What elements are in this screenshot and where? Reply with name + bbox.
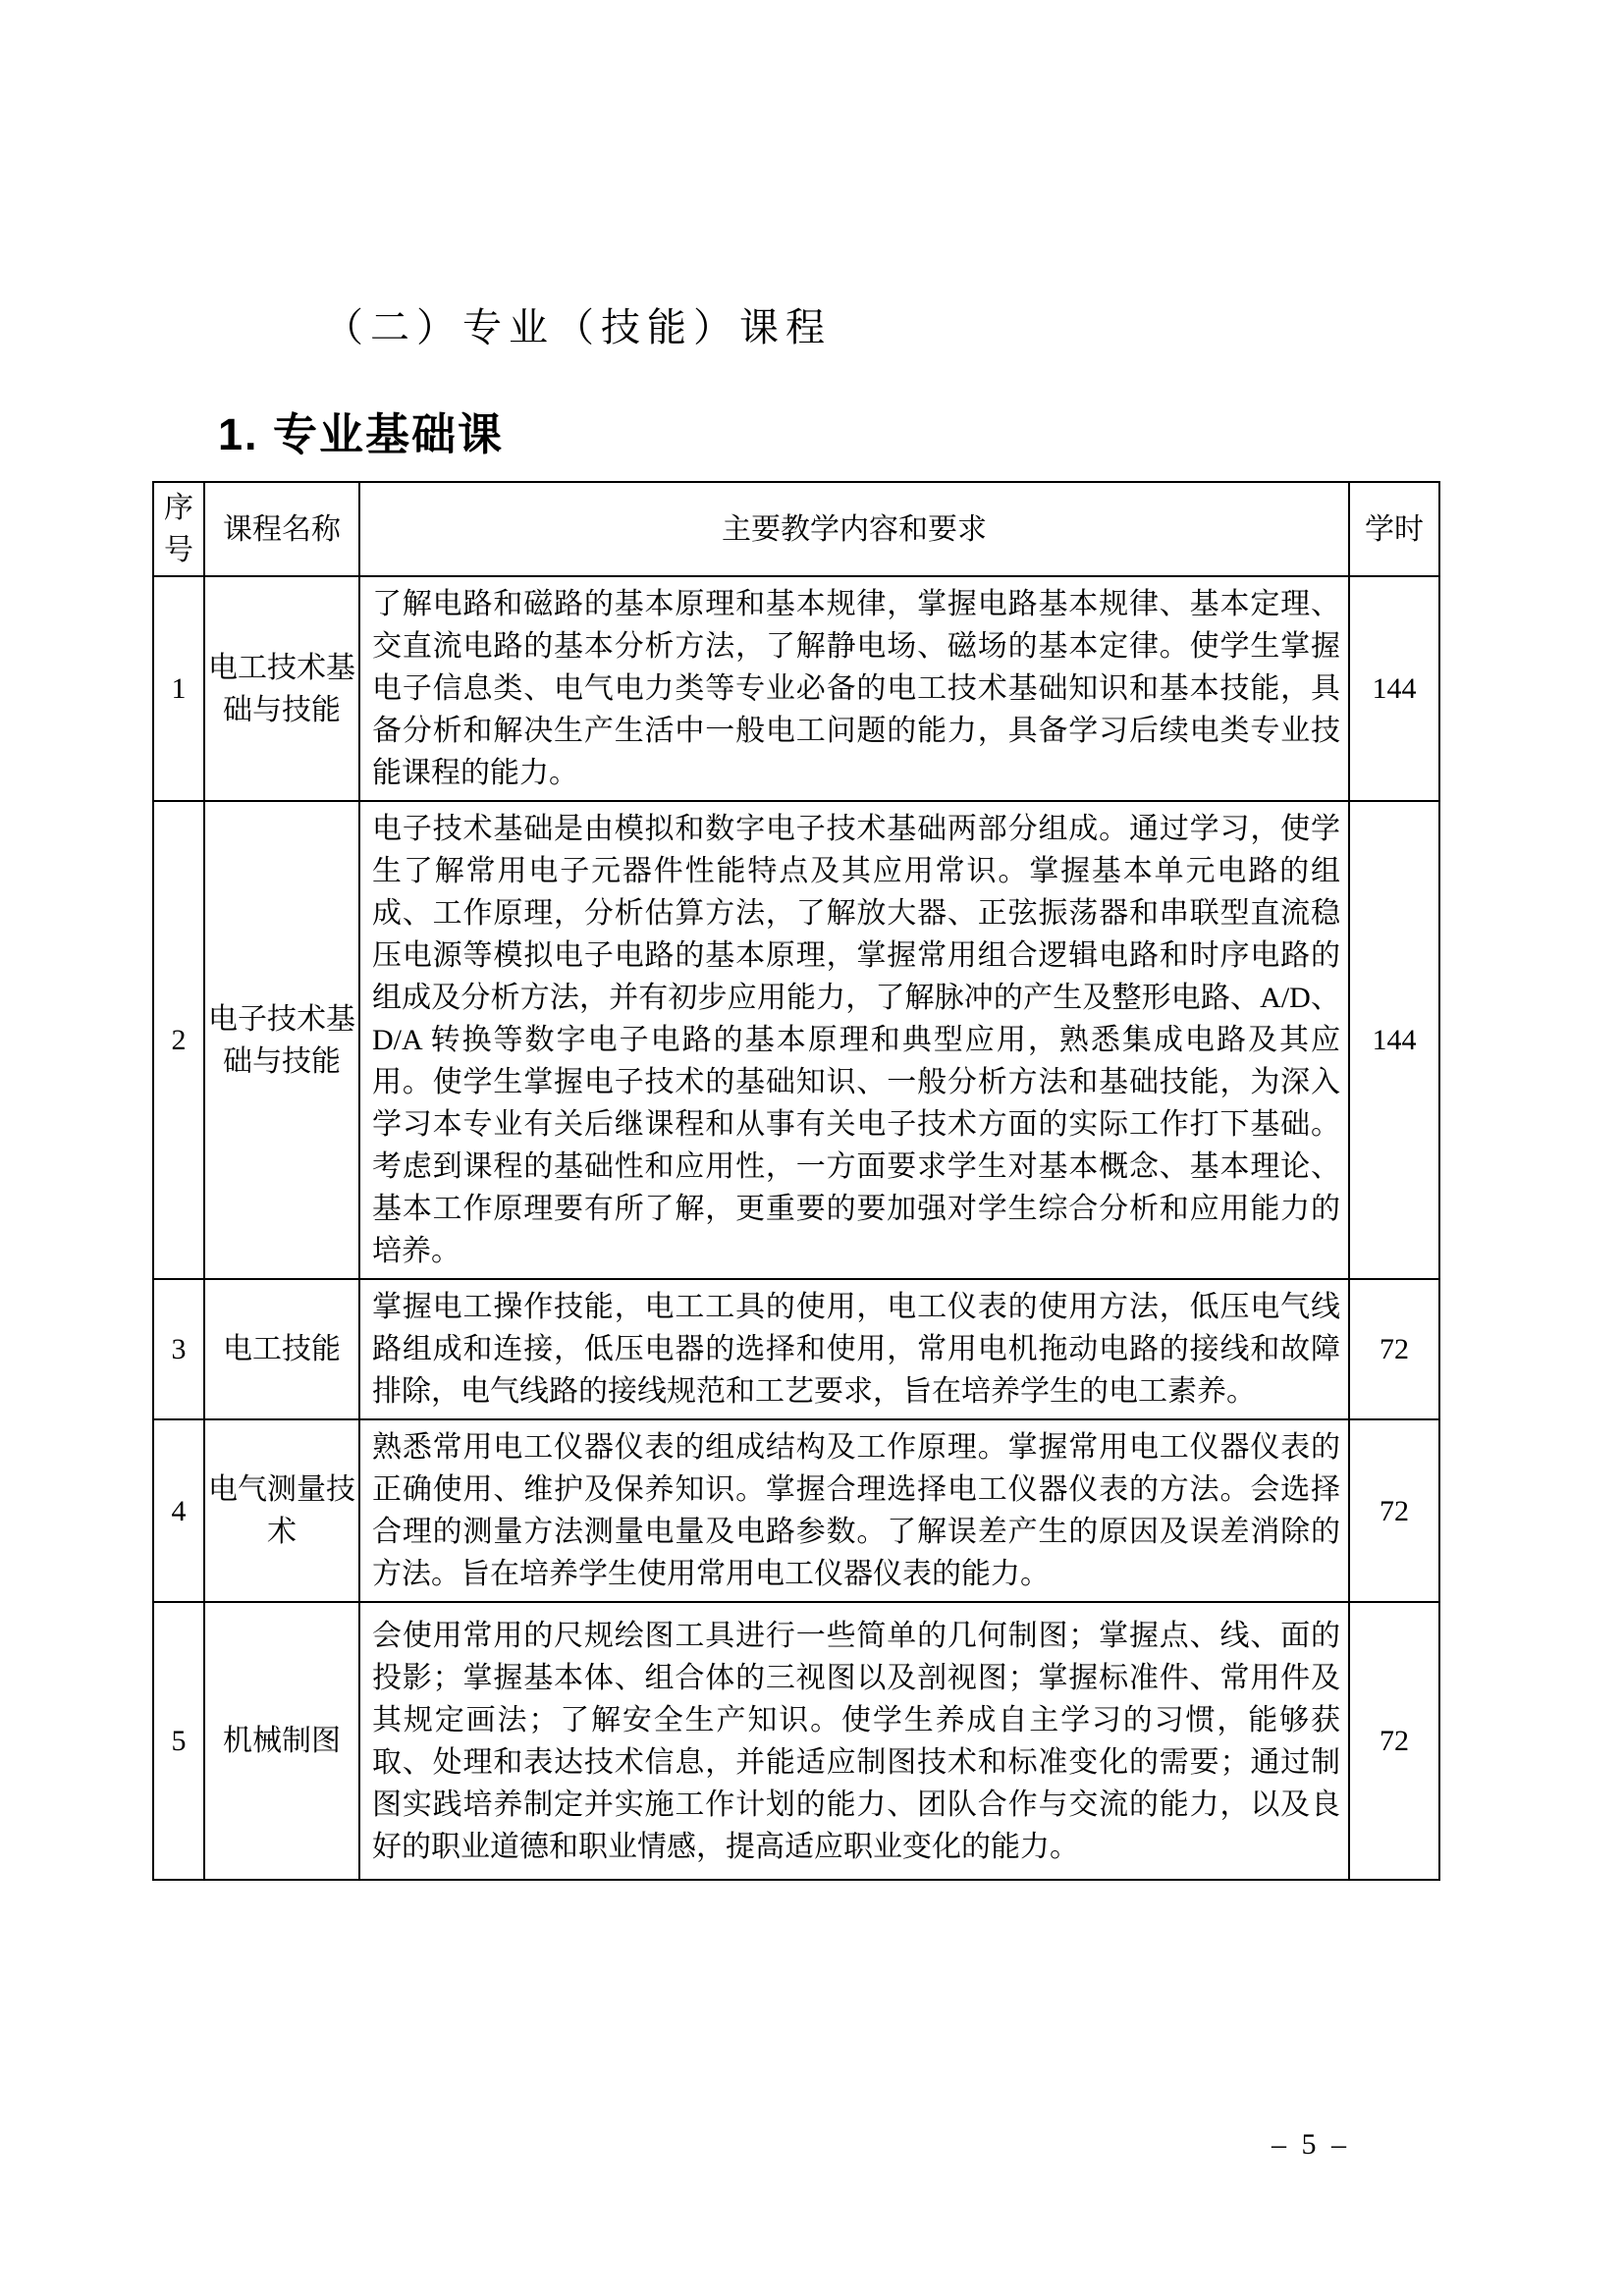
- table-header-row: [153, 482, 1439, 576]
- cell-hours: 72: [1349, 1279, 1439, 1419]
- header-content: 主要教学内容和要求: [359, 482, 1349, 576]
- cell-index: 5: [153, 1602, 204, 1880]
- table-row: [153, 576, 1439, 801]
- header-index: 序号: [153, 482, 204, 576]
- cell-hours: 72: [1349, 1419, 1439, 1602]
- course-table: [152, 481, 1440, 1881]
- cell-index: 2: [153, 801, 204, 1279]
- table-row: [153, 1279, 1439, 1419]
- cell-content: 会使用常用的尺规绘图工具进行一些简单的几何制图；掌握点、线、面的投影；掌握基本体、组合体的三视图以及剖视图；掌握标准件、常用件及其规定画法；了解安全生产知识。使学生养成自主学习的习惯，能够获取、处理和表达技术信息，并能适应制图技术和标准变化的需要；通过制图实践培养制定并实施工作计划的能力、团队合作与交流的能力，以及良好的职业道德和职业情感，提高适应职业变化的能力。: [359, 1602, 1349, 1880]
- section-title: （二）专业（技能）课程: [324, 305, 832, 349]
- cell-hours: 144: [1349, 801, 1439, 1279]
- header-course: 课程名称: [204, 482, 359, 576]
- cell-content: 了解电路和磁路的基本原理和基本规律，掌握电路基本规律、基本定理、交直流电路的基本分析方法，了解静电场、磁场的基本定律。使学生掌握电子信息类、电气电力类等专业必备的电工技术基础知识和基本技能，具备分析和解决生产生活中一般电工问题的能力，具备学习后续电类专业技能课程的能力。: [359, 576, 1349, 801]
- cell-content: 掌握电工操作技能，电工工具的使用，电工仪表的使用方法，低压电气线路组成和连接，低压电器的选择和使用，常用电机拖动电路的接线和故障排除，电气线路的接线规范和工艺要求，旨在培养学生的电工素养。: [359, 1279, 1349, 1419]
- cell-course-name: 机械制图: [204, 1602, 359, 1880]
- cell-hours: 72: [1349, 1602, 1439, 1880]
- page-number: – 5 –: [1272, 2128, 1350, 2161]
- cell-hours: 144: [1349, 576, 1439, 801]
- cell-course-name: 电气测量技术: [204, 1419, 359, 1602]
- cell-index: 4: [153, 1419, 204, 1602]
- cell-course-name: 电工技术基础与技能: [204, 576, 359, 801]
- cell-content: 电子技术基础是由模拟和数字电子技术基础两部分组成。通过学习，使学生了解常用电子元器件性能特点及其应用常识。掌握基本单元电路的组成、工作原理，分析估算方法，了解放大器、正弦振荡器和串联型直流稳压电源等模拟电子电路的基本原理，掌握常用组合逻辑电路和时序电路的组成及分析方法，并有初步应用能力，了解脉冲的产生及整形电路、A/D、D/A 转换等数字电子电路的基本原理和典型应用，熟悉集成电路及其应用。使学生掌握电子技术的基础知识、一般分析方法和基础技能，为深入学习本专业有关后继课程和从事有关电子技术方面的实际工作打下基础。考虑到课程的基础性和应用性，一方面要求学生对基本概念、基本理论、基本工作原理要有所了解，更重要的要加强对学生综合分析和应用能力的培养。: [359, 801, 1349, 1279]
- table-row: [153, 801, 1439, 1279]
- cell-index: 3: [153, 1279, 204, 1419]
- cell-course-name: 电工技能: [204, 1279, 359, 1419]
- header-hours: 学时: [1349, 482, 1439, 576]
- cell-content: 熟悉常用电工仪器仪表的组成结构及工作原理。掌握常用电工仪器仪表的正确使用、维护及保养知识。掌握合理选择电工仪器仪表的方法。会选择合理的测量方法测量电量及电路参数。了解误差产生的原因及误差消除的方法。旨在培养学生使用常用电工仪器仪表的能力。: [359, 1419, 1349, 1602]
- table-row: [153, 1419, 1439, 1602]
- cell-index: 1: [153, 576, 204, 801]
- subsection-title: 1. 专业基础课: [218, 409, 505, 459]
- cell-course-name: 电子技术基础与技能: [204, 801, 359, 1279]
- table-row: [153, 1602, 1439, 1880]
